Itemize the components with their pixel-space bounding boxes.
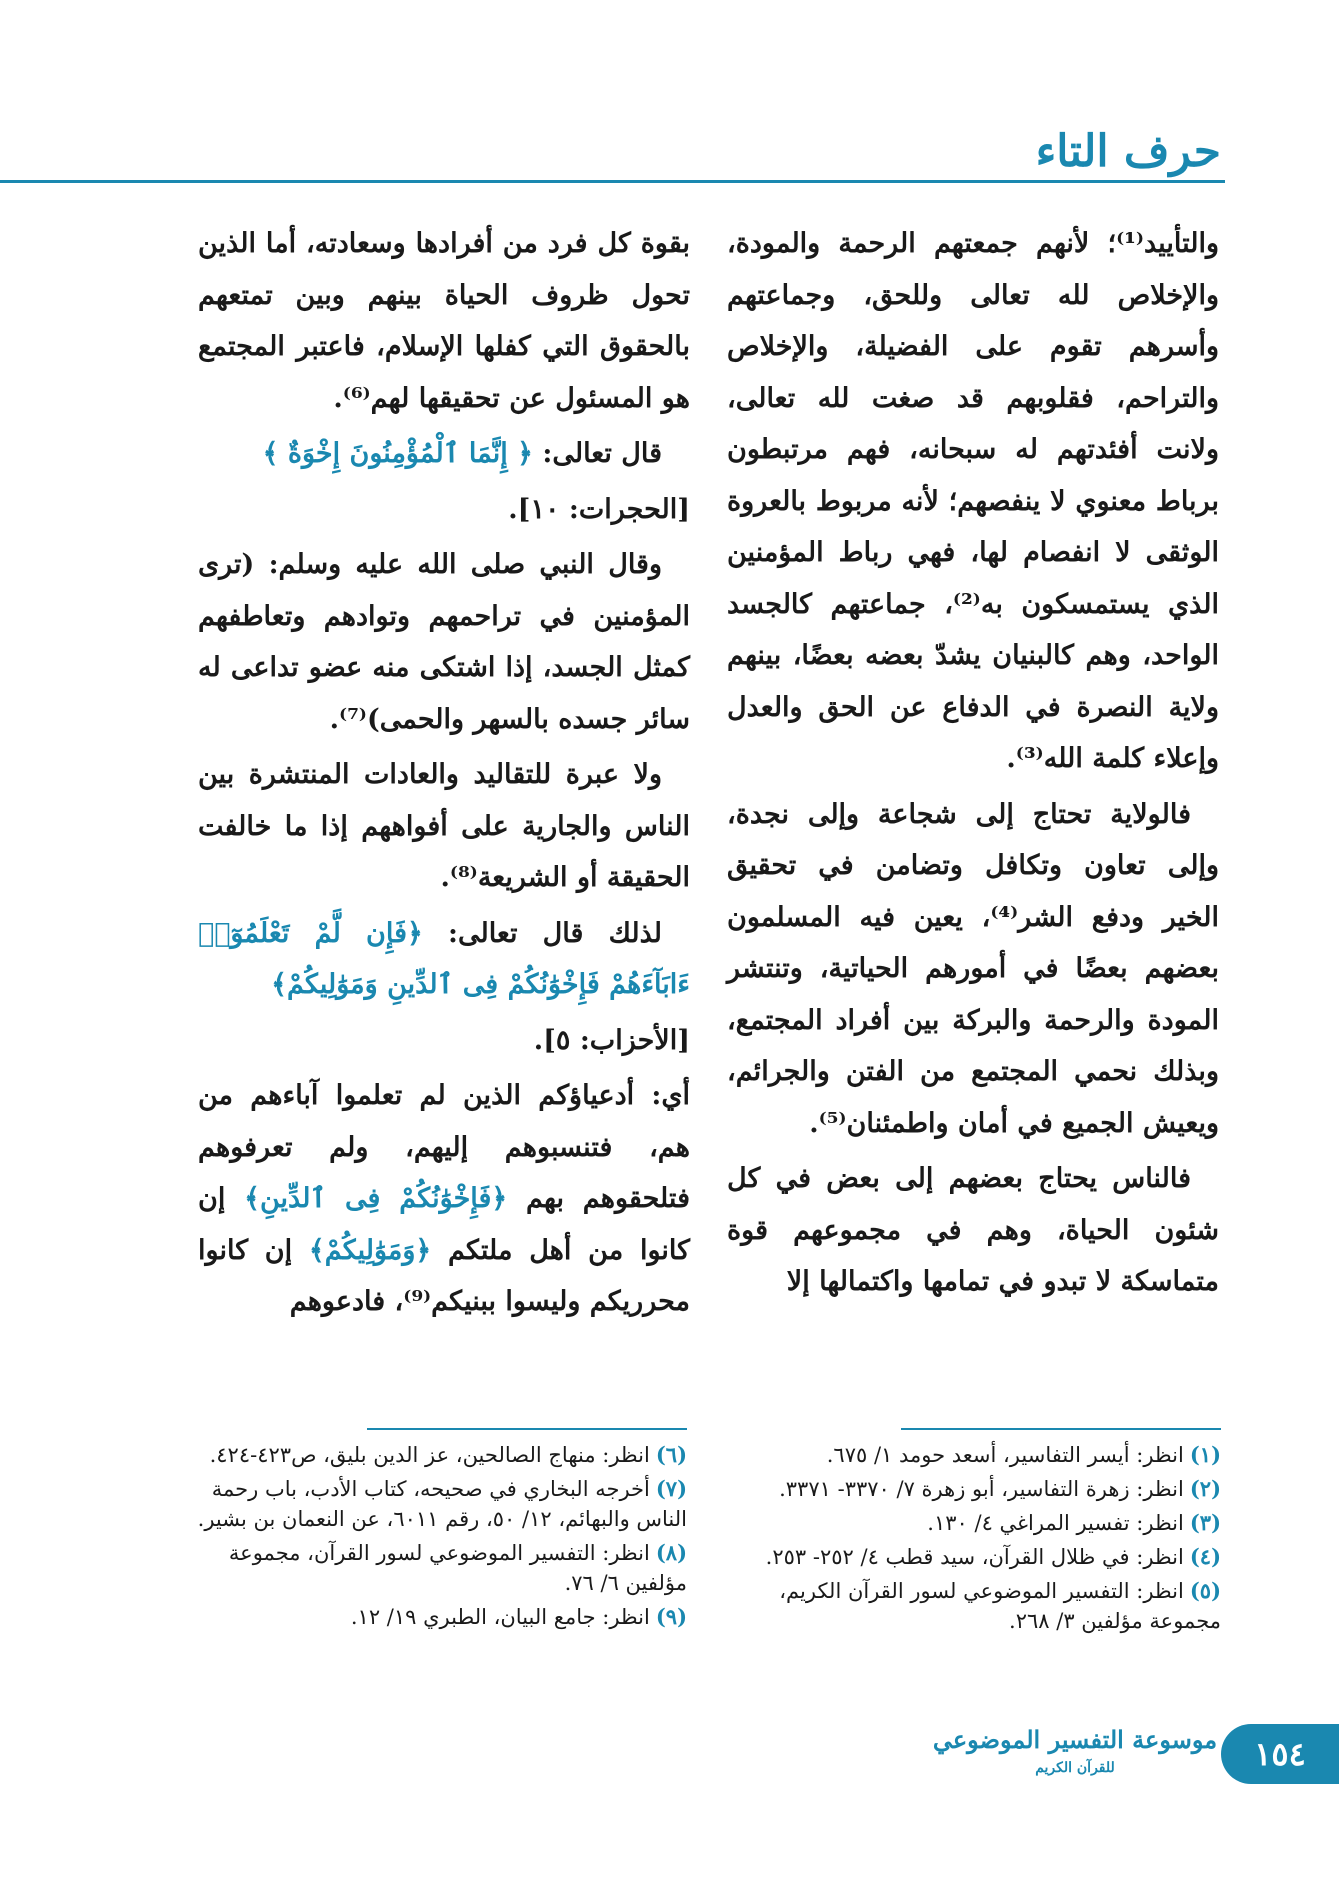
paragraph: والتأييد⁽¹⁾؛ لأنهم جمعتهم الرحمة والمودة، والإخلاص لله تعالى وللحق، وجماعتهم وأسرهم تقوم على الفضيلة، والإخلاص والتراحم، فقلوبهم قد صغت لله تعالى، ولانت أفئدتهم له سبحانه، فهم مرتبطون برباط معنوي لا ينفصهم؛ لأنه مربوط بالعروة الوثقى لا انفصام لها، فهي رباط المؤمنين الذي يستمسكون به⁽²⁾، جماعتهم كالجسد الواحد، وهم كالبنيان يشدّ بعضه بعضًا، بينهم ولاية النصرة في الدفاع عن الحق والعدل وإعلاء كلمة الله⁽³⁾. xyxy=(727,228,1220,774)
footnote xyxy=(197,1474,687,1534)
logo-title: موسوعة التفسير الموضوعي xyxy=(932,1725,1218,1754)
paragraph xyxy=(198,908,690,1011)
footnote-text: انظر: جامع البيان، الطبري ١٩/ ١٢. xyxy=(350,1605,650,1629)
paragraph xyxy=(198,428,690,480)
text-span: إن كانوا محرريكم وليسوا ببنيكم⁽⁹⁾، فادعوهم xyxy=(198,1234,690,1317)
footnote-text: انظر: منهاج الصالحين، عز الدين بليق، ص٤٢٣-٤٢٤. xyxy=(209,1443,650,1467)
left-text-column xyxy=(198,218,690,1332)
footnote-number: (٤) xyxy=(1189,1544,1221,1569)
header-divider xyxy=(0,180,1225,183)
footnote xyxy=(731,1576,1221,1636)
paragraph: بقوة كل فرد من أفرادها وسعادته، أما الذين تحول ظروف الحياة بينهم وبين تمتعهم بالحقوق التي كفلها الإسلام، فاعتبر المجتمع هو المسئول عن تحقيقها لهم⁽⁶⁾. xyxy=(198,228,690,414)
page-number: ١٥٤ xyxy=(1221,1724,1339,1784)
footnote-number: (٨) xyxy=(655,1540,687,1565)
quran-verse: ﴿فَإِن لَّمْ تَعْلَمُوٓا۟ ءَابَآءَهُمْ فَإِخْوَٰنُكُمْ فِى ٱلدِّينِ وَمَوَٰلِيكُمْ﴾ xyxy=(198,917,690,1000)
footnote-separator xyxy=(367,1428,687,1430)
footnote xyxy=(197,1602,687,1632)
footnote xyxy=(731,1542,1221,1572)
verse-intro: قال تعالى: xyxy=(532,438,662,469)
footnote-text: انظر: زهرة التفاسير، أبو زهرة ٧/ ٣٣٧٠- ٣٣٧١. xyxy=(779,1477,1184,1501)
footnote-text: انظر: في ظلال القرآن، سيد قطب ٤/ ٢٥٢- ٢٥٣. xyxy=(765,1545,1184,1569)
logo-subtitle: للقرآن الكريم xyxy=(1035,1760,1115,1776)
footnote-number: (٥) xyxy=(1189,1578,1221,1603)
footnote xyxy=(197,1538,687,1598)
footnote xyxy=(731,1474,1221,1504)
footnotes-right xyxy=(731,1440,1221,1640)
footnote-number: (٣) xyxy=(1189,1510,1221,1535)
footnote xyxy=(731,1508,1221,1538)
verse-intro: لذلك قال تعالى: xyxy=(422,917,662,949)
footnote-text: انظر: التفسير الموضوعي لسور القرآن الكريم، مجموعة مؤلفين ٣/ ٢٦٨. xyxy=(779,1579,1221,1633)
quran-verse: ﴿فَإِخْوَٰنُكُمْ فِى ٱلدِّينِ﴾ xyxy=(244,1183,508,1214)
paragraph: وقال النبي صلى الله عليه وسلم: (ترى المؤمنين في تراحمهم وتوادهم وتعاطفهم كمثل الجسد، إذا اشتكى منه عضو تداعى له سائر جسده بالسهر والحمى)⁽⁷⁾. xyxy=(198,549,690,735)
verse-reference: [الأحزاب: ٥]. xyxy=(533,1024,690,1056)
paragraph: فالناس يحتاج بعضهم إلى بعض في كل شئون الحياة، وهم في مجموعهم قوة متماسكة لا تبدو في تمامها واكتمالها إلا xyxy=(727,1163,1219,1297)
text-span: أي: أدعياؤكم الذين لم تعلموا آباءهم من هم، فتنسبوهم إليهم، ولم تعرفوهم فتلحقوهم بهم xyxy=(198,1080,690,1214)
paragraph: ولا عبرة للتقاليد والعادات المنتشرة بين الناس والجارية على أفواههم إذا ما خالفت الحقيقة أو الشريعة⁽⁸⁾. xyxy=(198,759,690,893)
quran-verse: ﴿وَمَوَٰلِيكُمْ﴾ xyxy=(308,1234,432,1266)
right-text-column xyxy=(727,218,1219,1312)
footnote-number: (١) xyxy=(1189,1442,1221,1467)
footnote xyxy=(731,1440,1221,1470)
quran-verse: ﴿ إِنَّمَا ٱلْمُؤْمِنُونَ إِخْوَةٌ ﴾ xyxy=(262,438,533,469)
footnote-number: (٩) xyxy=(655,1604,687,1629)
encyclopedia-logo xyxy=(930,1716,1220,1792)
footnotes-left xyxy=(197,1440,687,1636)
footnote-text: انظر: أيسر التفاسير، أسعد حومد ١/ ٦٧٥. xyxy=(826,1443,1184,1467)
verse-reference: [الحجرات: ١٠]. xyxy=(508,493,690,525)
footnote-text: أخرجه البخاري في صحيحه، كتاب الأدب، باب رحمة الناس والبهائم، ١٢/ ٥٠، رقم ٦٠١١، عن النعمان بن بشير. xyxy=(197,1477,687,1531)
footnote-text: انظر: تفسير المراغي ٤/ ١٣٠. xyxy=(927,1511,1184,1535)
footnote-number: (٧) xyxy=(655,1476,687,1501)
paragraph xyxy=(198,1070,690,1328)
text-span: إن كانوا من أهل ملتكم xyxy=(198,1183,690,1266)
footnote-number: (٦) xyxy=(655,1442,687,1467)
footnote xyxy=(197,1440,687,1470)
paragraph: فالولاية تحتاج إلى شجاعة وإلى نجدة، وإلى تعاون وتكافل وتضامن في تحقيق الخير ودفع الشر⁽⁴⁾، يعين فيه المسلمون بعضهم بعضًا في أمورهم الحياتية، وتنتشر المودة والرحمة والبركة بين أفراد المجتمع، وبذلك نحمي المجتمع من الفتن والجرائم، ويعيش الجميع في أمان واطمئنان⁽⁵⁾. xyxy=(727,798,1219,1139)
chapter-title: حرف التاء xyxy=(1035,126,1221,177)
footnote-number: (٢) xyxy=(1189,1476,1221,1501)
footnote-separator xyxy=(901,1428,1221,1430)
footnote-text: انظر: التفسير الموضوعي لسور القرآن، مجموعة مؤلفين ٦/ ٧٦. xyxy=(228,1541,687,1595)
